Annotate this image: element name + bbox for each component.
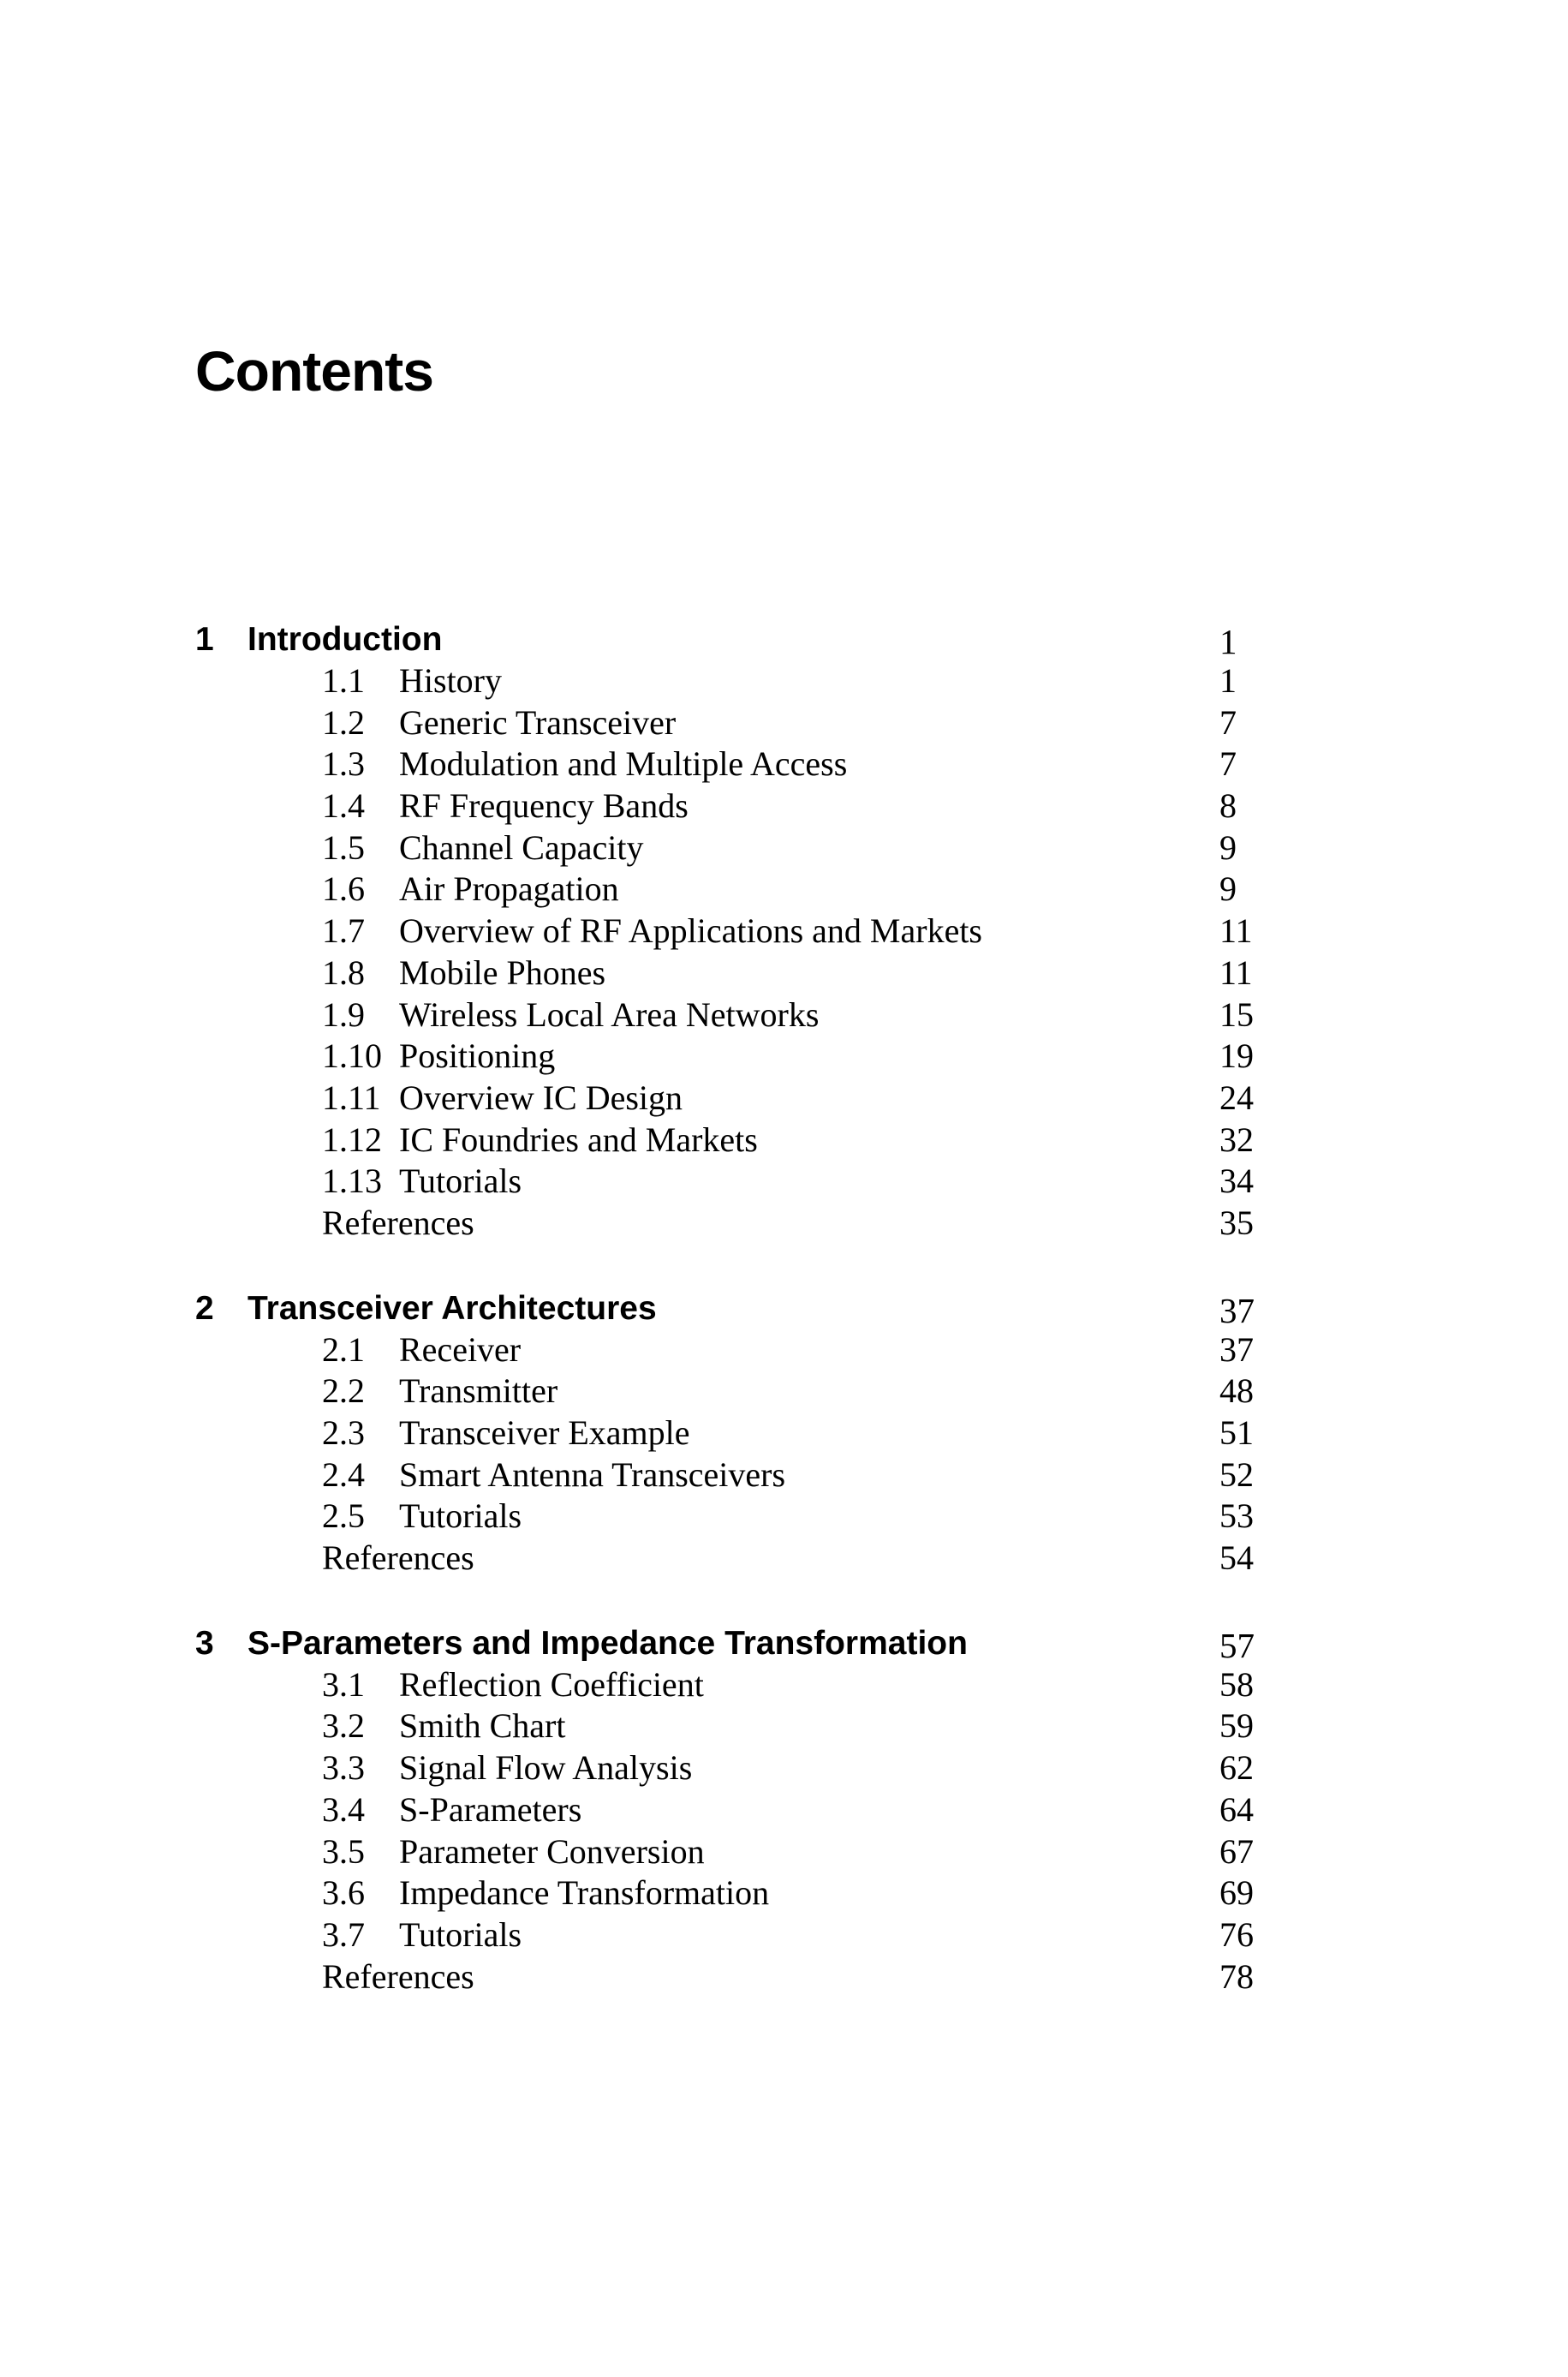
section-page: 52 xyxy=(1219,1454,1254,1494)
toc-entry[interactable] xyxy=(195,992,1257,1034)
section-number: 3.1 xyxy=(322,1664,365,1704)
toc-entry[interactable] xyxy=(195,1117,1257,1159)
chapter-page: 37 xyxy=(1219,1290,1255,1330)
section-title: Mobile Phones xyxy=(399,953,606,992)
section-number: 3.6 xyxy=(322,1873,365,1913)
toc-entry[interactable] xyxy=(195,1410,1257,1452)
section-number: 1.6 xyxy=(322,869,365,909)
toc-entry[interactable] xyxy=(195,1327,1257,1369)
section-number: 1.10 xyxy=(322,1036,382,1076)
toc-entry[interactable] xyxy=(195,950,1257,992)
chapter-heading[interactable] xyxy=(195,1620,1257,1665)
section-page: 54 xyxy=(1219,1538,1254,1578)
section-number: 1.1 xyxy=(322,661,365,700)
section-title: Channel Capacity xyxy=(399,827,644,867)
toc-entry[interactable] xyxy=(195,1787,1257,1829)
chapter-heading[interactable] xyxy=(195,1285,1257,1330)
section-page: 8 xyxy=(1219,786,1237,826)
toc-entry-references[interactable] xyxy=(195,1535,1257,1577)
references-title: References xyxy=(322,1203,474,1242)
section-number: 2.4 xyxy=(322,1454,365,1494)
section-page: 67 xyxy=(1219,1831,1254,1871)
section-number: 2.3 xyxy=(322,1413,365,1452)
section-page: 34 xyxy=(1219,1162,1254,1201)
toc-entry[interactable] xyxy=(195,1368,1257,1410)
toc-entry[interactable] xyxy=(195,1493,1257,1535)
page-title: Contents xyxy=(195,339,433,403)
section-number: 1.9 xyxy=(322,994,365,1034)
toc-entry[interactable] xyxy=(195,658,1257,700)
references-title: References xyxy=(322,1538,474,1578)
section-title: Overview IC Design xyxy=(399,1078,683,1117)
section-page: 9 xyxy=(1219,827,1237,867)
section-page: 11 xyxy=(1219,911,1253,951)
toc-entry[interactable] xyxy=(195,1033,1257,1075)
toc-entry-references[interactable] xyxy=(195,1200,1257,1242)
section-title: Impedance Transformation xyxy=(399,1873,770,1913)
references-title: References xyxy=(322,1956,474,1996)
chapter-number: 2 xyxy=(195,1289,214,1327)
section-number: 2.1 xyxy=(322,1329,365,1369)
section-number: 1.7 xyxy=(322,911,365,951)
section-page: 32 xyxy=(1219,1120,1254,1159)
chapter-title: S-Parameters and Impedance Transformation xyxy=(247,1624,968,1662)
section-title: Smart Antenna Transceivers xyxy=(399,1454,786,1494)
section-number: 1.12 xyxy=(322,1120,382,1159)
section-page: 69 xyxy=(1219,1873,1254,1913)
toc-entry[interactable] xyxy=(195,1662,1257,1704)
toc-entry[interactable] xyxy=(195,1745,1257,1787)
section-title: Air Propagation xyxy=(399,869,619,909)
section-number: 2.5 xyxy=(322,1496,365,1536)
chapter-page: 1 xyxy=(1219,622,1237,661)
section-title: Tutorials xyxy=(399,1496,522,1536)
section-title: S-Parameters xyxy=(399,1789,582,1829)
section-number: 1.13 xyxy=(322,1162,382,1201)
section-title: Signal Flow Analysis xyxy=(399,1748,693,1788)
chapter-heading[interactable] xyxy=(195,616,1257,661)
section-page: 53 xyxy=(1219,1496,1254,1536)
section-title: Smith Chart xyxy=(399,1706,566,1746)
section-number: 1.4 xyxy=(322,786,365,826)
section-page: 9 xyxy=(1219,869,1237,909)
section-page: 19 xyxy=(1219,1036,1254,1076)
section-page: 48 xyxy=(1219,1371,1254,1411)
section-number: 1.8 xyxy=(322,953,365,992)
section-number: 1.11 xyxy=(322,1078,381,1117)
section-page: 58 xyxy=(1219,1664,1254,1704)
section-page: 78 xyxy=(1219,1956,1254,1996)
section-title: Reflection Coefficient xyxy=(399,1664,704,1704)
toc-entry[interactable] xyxy=(195,700,1257,742)
section-title: History xyxy=(399,661,502,700)
section-page: 7 xyxy=(1219,702,1237,742)
toc-entry[interactable] xyxy=(195,783,1257,825)
section-title: Receiver xyxy=(399,1329,522,1369)
section-title: Overview of RF Applications and Markets xyxy=(399,911,982,951)
toc-entry[interactable] xyxy=(195,1870,1257,1912)
toc-entry[interactable] xyxy=(195,866,1257,908)
section-title: Tutorials xyxy=(399,1162,522,1201)
section-page: 35 xyxy=(1219,1203,1254,1242)
section-page: 62 xyxy=(1219,1748,1254,1788)
toc-entry[interactable] xyxy=(195,1452,1257,1494)
section-page: 7 xyxy=(1219,744,1237,784)
section-number: 1.2 xyxy=(322,702,365,742)
section-title: Modulation and Multiple Access xyxy=(399,744,848,784)
toc-entry[interactable] xyxy=(195,908,1257,950)
toc-entry[interactable] xyxy=(195,1829,1257,1871)
section-title: IC Foundries and Markets xyxy=(399,1120,758,1159)
chapter-title: Transceiver Architectures xyxy=(247,1289,657,1327)
section-number: 3.5 xyxy=(322,1831,365,1871)
chapter-1 xyxy=(195,616,1257,1242)
section-title: Parameter Conversion xyxy=(399,1831,705,1871)
toc-entry-references[interactable] xyxy=(195,1954,1257,1996)
section-number: 1.3 xyxy=(322,744,365,784)
section-title: Positioning xyxy=(399,1036,556,1076)
chapter-3 xyxy=(195,1620,1257,1996)
toc-entry[interactable] xyxy=(195,741,1257,783)
toc-entry[interactable] xyxy=(195,1075,1257,1117)
section-number: 3.2 xyxy=(322,1706,365,1746)
section-title: RF Frequency Bands xyxy=(399,786,689,826)
section-page: 1 xyxy=(1219,661,1237,700)
section-page: 11 xyxy=(1219,953,1253,992)
chapter-number: 3 xyxy=(195,1624,214,1662)
toc-entry[interactable] xyxy=(195,1703,1257,1745)
chapter-title: Introduction xyxy=(247,621,443,658)
chapter-number: 1 xyxy=(195,621,214,658)
chapter-page: 57 xyxy=(1219,1625,1255,1665)
section-page: 76 xyxy=(1219,1914,1254,1954)
section-title: Tutorials xyxy=(399,1914,522,1954)
section-number: 3.3 xyxy=(322,1748,365,1788)
section-number: 3.7 xyxy=(322,1914,365,1954)
section-page: 51 xyxy=(1219,1413,1254,1452)
section-page: 64 xyxy=(1219,1789,1254,1829)
toc-entry[interactable] xyxy=(195,1912,1257,1954)
chapter-2 xyxy=(195,1285,1257,1577)
section-page: 59 xyxy=(1219,1706,1254,1746)
toc-entry[interactable] xyxy=(195,825,1257,867)
section-title: Wireless Local Area Networks xyxy=(399,994,820,1034)
section-title: Transceiver Example xyxy=(399,1413,690,1452)
toc-entry[interactable] xyxy=(195,1158,1257,1200)
section-page: 37 xyxy=(1219,1329,1254,1369)
section-number: 3.4 xyxy=(322,1789,365,1829)
section-title: Transmitter xyxy=(399,1371,558,1411)
section-page: 15 xyxy=(1219,994,1254,1034)
section-number: 1.5 xyxy=(322,827,365,867)
table-of-contents xyxy=(195,616,1257,2038)
section-number: 2.2 xyxy=(322,1371,365,1411)
section-page: 24 xyxy=(1219,1078,1254,1117)
section-title: Generic Transceiver xyxy=(399,702,677,742)
